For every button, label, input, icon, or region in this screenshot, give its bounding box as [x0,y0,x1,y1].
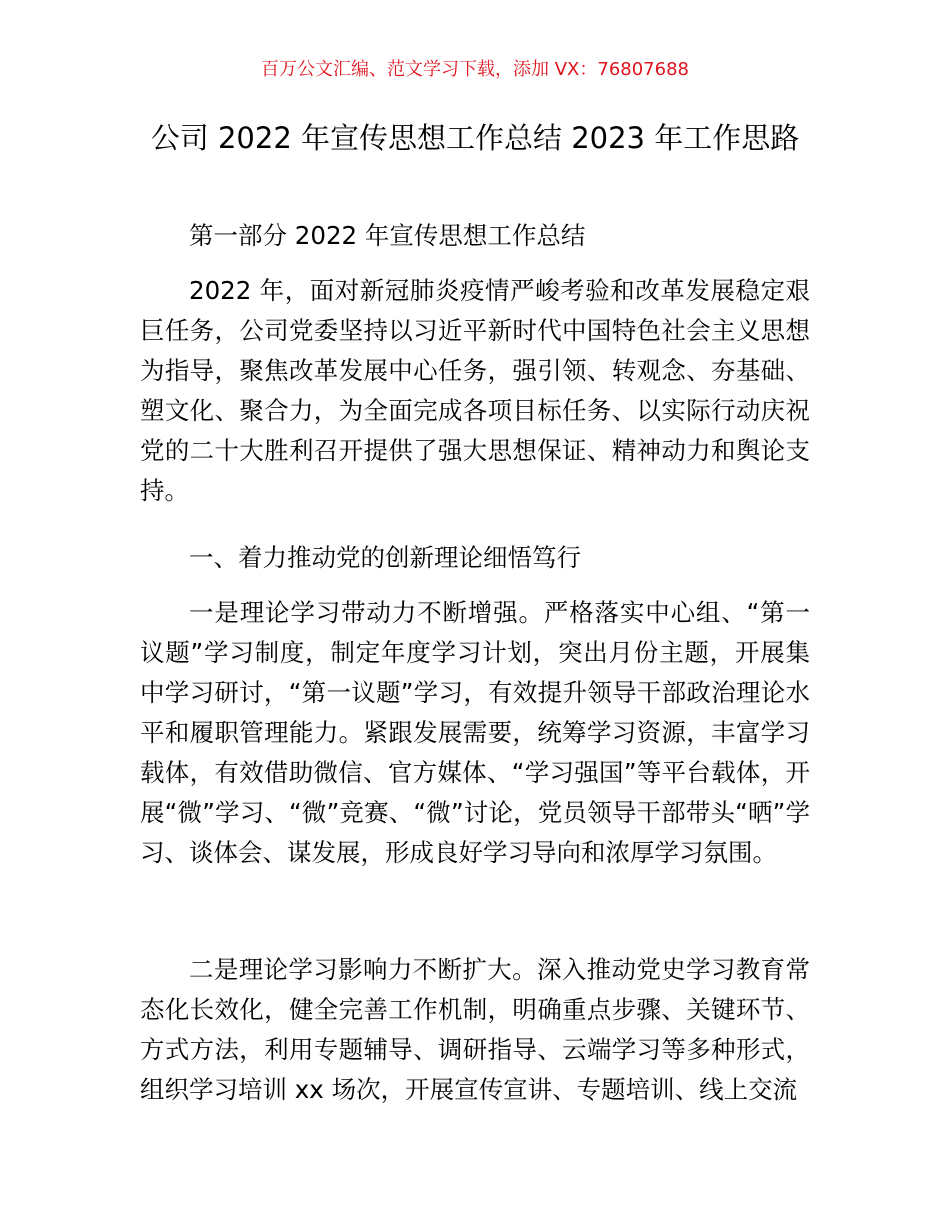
intro-paragraph: 2022 年，面对新冠肺炎疫情严峻考验和改革发展稳定艰巨任务，公司党委坚持以习近平新时代中国特色社会主义思想为指导，聚焦改革发展中心任务，强引领、转观念、夯基础、塑文化、聚合力，为全面完成各项目标任务、以实际行动庆祝党的二十大胜利召开提供了强大思想保证、精神动力和舆论支持。 [140,276,810,505]
document-title: 公司 2022 年宣传思想工作总结 2023 年工作思路 [150,121,800,155]
paragraph-1: 一是理论学习带动力不断增强。严格落实中心组、“第一议题”学习制度，制定年度学习计划，突出月份主题，开展集中学习研讨，“第一议题”学习，有效提升领导干部政治理论水平和履职管理能力。紧跟发展需要，统筹学习资源，丰富学习载体，有效借助微信、官方媒体、“学习强国”等平台载体，开展“微”学习、“微”竞赛、“微”讨论，党员领导干部带头“晒”学习、谈体会、谋发展，形成良好学习导向和浓厚学习氛围。 [140,598,810,867]
section-1-heading: 一、着力推动党的创新理论细悟笃行 [189,543,581,572]
paragraph-2: 二是理论学习影响力不断扩大。深入推动党史学习教育常态化长效化，健全完善工作机制，明确重点步骤、关键环节、方式方法，利用专题辅导、调研指导、云端学习等多种形式，组织学习培训 xx 场次，开展宣传宣讲、专题培训、线上交流 [140,955,810,1104]
header-promo-note: 百万公文汇编、范文学习下载，添加 VX：76807688 [261,59,689,80]
part-heading: 第一部分 2022 年宣传思想工作总结 [189,221,586,250]
